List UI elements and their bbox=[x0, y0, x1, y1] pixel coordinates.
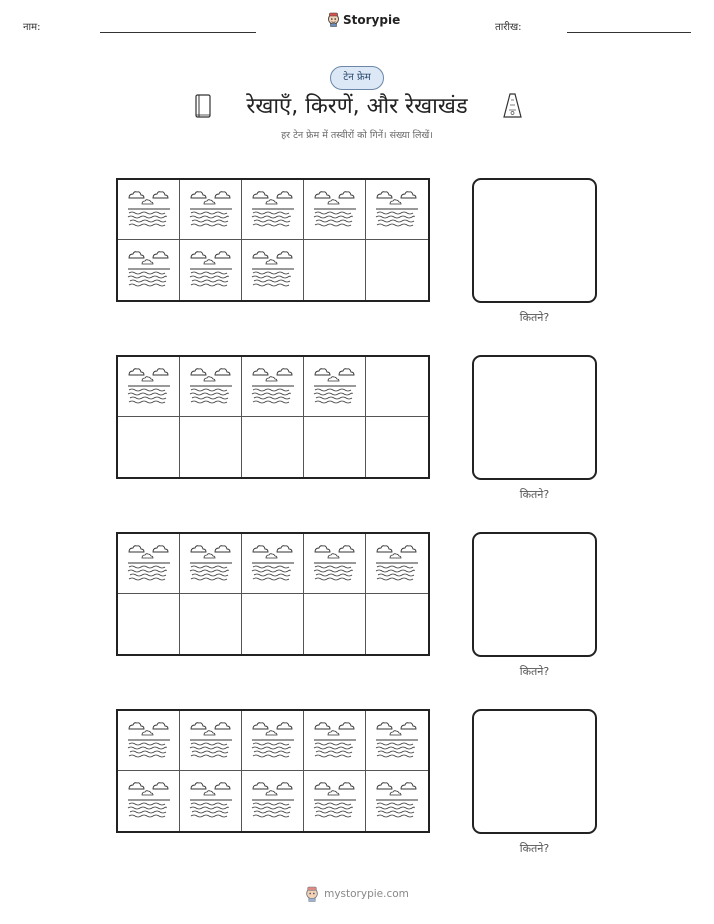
frame-cell-filled bbox=[242, 534, 304, 594]
page-title: रेखाएँ, किरणें, और रेखाखंड bbox=[246, 94, 468, 119]
answer-label: कितने? bbox=[519, 665, 550, 678]
frame-cell-filled bbox=[366, 534, 428, 594]
storypie-mascot-icon bbox=[305, 886, 319, 902]
clouds-over-water-icon bbox=[126, 541, 172, 587]
clouds-over-water-icon bbox=[250, 778, 296, 824]
clouds-over-water-icon bbox=[374, 718, 420, 764]
frame-cell-filled bbox=[118, 771, 180, 831]
name-field[interactable] bbox=[100, 32, 256, 33]
frame-cell-filled bbox=[242, 240, 304, 300]
frame-cell-filled bbox=[366, 771, 428, 831]
frame-cell-empty bbox=[366, 357, 428, 417]
clouds-over-water-icon bbox=[126, 187, 172, 233]
frame-cell-empty bbox=[242, 417, 304, 477]
frame-cell-filled bbox=[242, 357, 304, 417]
frame-cell-empty bbox=[242, 594, 304, 654]
frame-cell-empty bbox=[366, 594, 428, 654]
clouds-over-water-icon bbox=[126, 718, 172, 764]
answer-box[interactable] bbox=[472, 709, 597, 834]
answer-label: कितने? bbox=[519, 311, 550, 324]
frame-cell-empty bbox=[304, 240, 366, 300]
frame-cell-filled bbox=[180, 240, 242, 300]
ten-frame bbox=[116, 709, 430, 833]
clouds-over-water-icon bbox=[374, 187, 420, 233]
frame-cell-filled bbox=[180, 711, 242, 771]
brand-name: Storypie bbox=[343, 12, 401, 27]
clouds-over-water-icon bbox=[188, 718, 234, 764]
frame-cell-filled bbox=[366, 711, 428, 771]
clouds-over-water-icon bbox=[126, 364, 172, 410]
storypie-mascot-icon bbox=[327, 12, 340, 27]
answer-box[interactable] bbox=[472, 532, 597, 657]
date-label: तारीख: bbox=[495, 22, 522, 33]
ten-frame bbox=[116, 178, 430, 302]
clouds-over-water-icon bbox=[312, 718, 358, 764]
footer-site: mystorypie.com bbox=[324, 888, 409, 900]
answer-box[interactable] bbox=[472, 355, 597, 480]
frame-cell-filled bbox=[304, 711, 366, 771]
clouds-over-water-icon bbox=[312, 364, 358, 410]
clouds-over-water-icon bbox=[312, 187, 358, 233]
clouds-over-water-icon bbox=[188, 187, 234, 233]
topic-tag: टेन फ्रेम bbox=[330, 66, 384, 90]
frame-cell-filled bbox=[304, 357, 366, 417]
clouds-over-water-icon bbox=[188, 541, 234, 587]
frame-cell-filled bbox=[366, 180, 428, 240]
frame-cell-filled bbox=[242, 180, 304, 240]
ten-frame bbox=[116, 532, 430, 656]
answer-label: कितने? bbox=[519, 842, 550, 855]
instructions: हर टेन फ्रेम में तस्वीरों को गिनें। संख्या लिखें। bbox=[281, 130, 433, 141]
frame-cell-filled bbox=[180, 771, 242, 831]
clouds-over-water-icon bbox=[126, 778, 172, 824]
frame-cell-filled bbox=[180, 180, 242, 240]
frame-cell-filled bbox=[118, 240, 180, 300]
frame-cell-filled bbox=[118, 711, 180, 771]
ten-frame bbox=[116, 355, 430, 479]
clouds-over-water-icon bbox=[250, 718, 296, 764]
frame-cell-filled bbox=[180, 357, 242, 417]
date-field[interactable] bbox=[567, 32, 691, 33]
frame-cell-filled bbox=[180, 534, 242, 594]
frame-cell-empty bbox=[118, 417, 180, 477]
clouds-over-water-icon bbox=[250, 187, 296, 233]
frame-cell-empty bbox=[366, 240, 428, 300]
frame-cell-empty bbox=[366, 417, 428, 477]
frame-cell-filled bbox=[304, 180, 366, 240]
clouds-over-water-icon bbox=[126, 247, 172, 293]
clouds-over-water-icon bbox=[312, 778, 358, 824]
ruler-triangle-icon bbox=[501, 92, 523, 120]
name-label: नाम: bbox=[23, 22, 41, 33]
frame-cell-filled bbox=[118, 357, 180, 417]
footer bbox=[0, 886, 714, 902]
frame-cell-filled bbox=[118, 180, 180, 240]
frame-cell-empty bbox=[304, 594, 366, 654]
frame-cell-filled bbox=[304, 534, 366, 594]
clouds-over-water-icon bbox=[312, 541, 358, 587]
clouds-over-water-icon bbox=[250, 364, 296, 410]
frame-cell-empty bbox=[180, 417, 242, 477]
brand-logo bbox=[327, 12, 400, 27]
clouds-over-water-icon bbox=[188, 364, 234, 410]
frame-cell-filled bbox=[242, 771, 304, 831]
answer-label: कितने? bbox=[519, 488, 550, 501]
frame-cell-empty bbox=[304, 417, 366, 477]
clouds-over-water-icon bbox=[188, 247, 234, 293]
clouds-over-water-icon bbox=[250, 541, 296, 587]
frame-cell-filled bbox=[304, 771, 366, 831]
frame-cell-filled bbox=[118, 534, 180, 594]
frame-cell-filled bbox=[242, 711, 304, 771]
clouds-over-water-icon bbox=[188, 778, 234, 824]
clouds-over-water-icon bbox=[374, 778, 420, 824]
clouds-over-water-icon bbox=[250, 247, 296, 293]
frame-cell-empty bbox=[180, 594, 242, 654]
frame-cell-empty bbox=[118, 594, 180, 654]
answer-box[interactable] bbox=[472, 178, 597, 303]
clouds-over-water-icon bbox=[374, 541, 420, 587]
